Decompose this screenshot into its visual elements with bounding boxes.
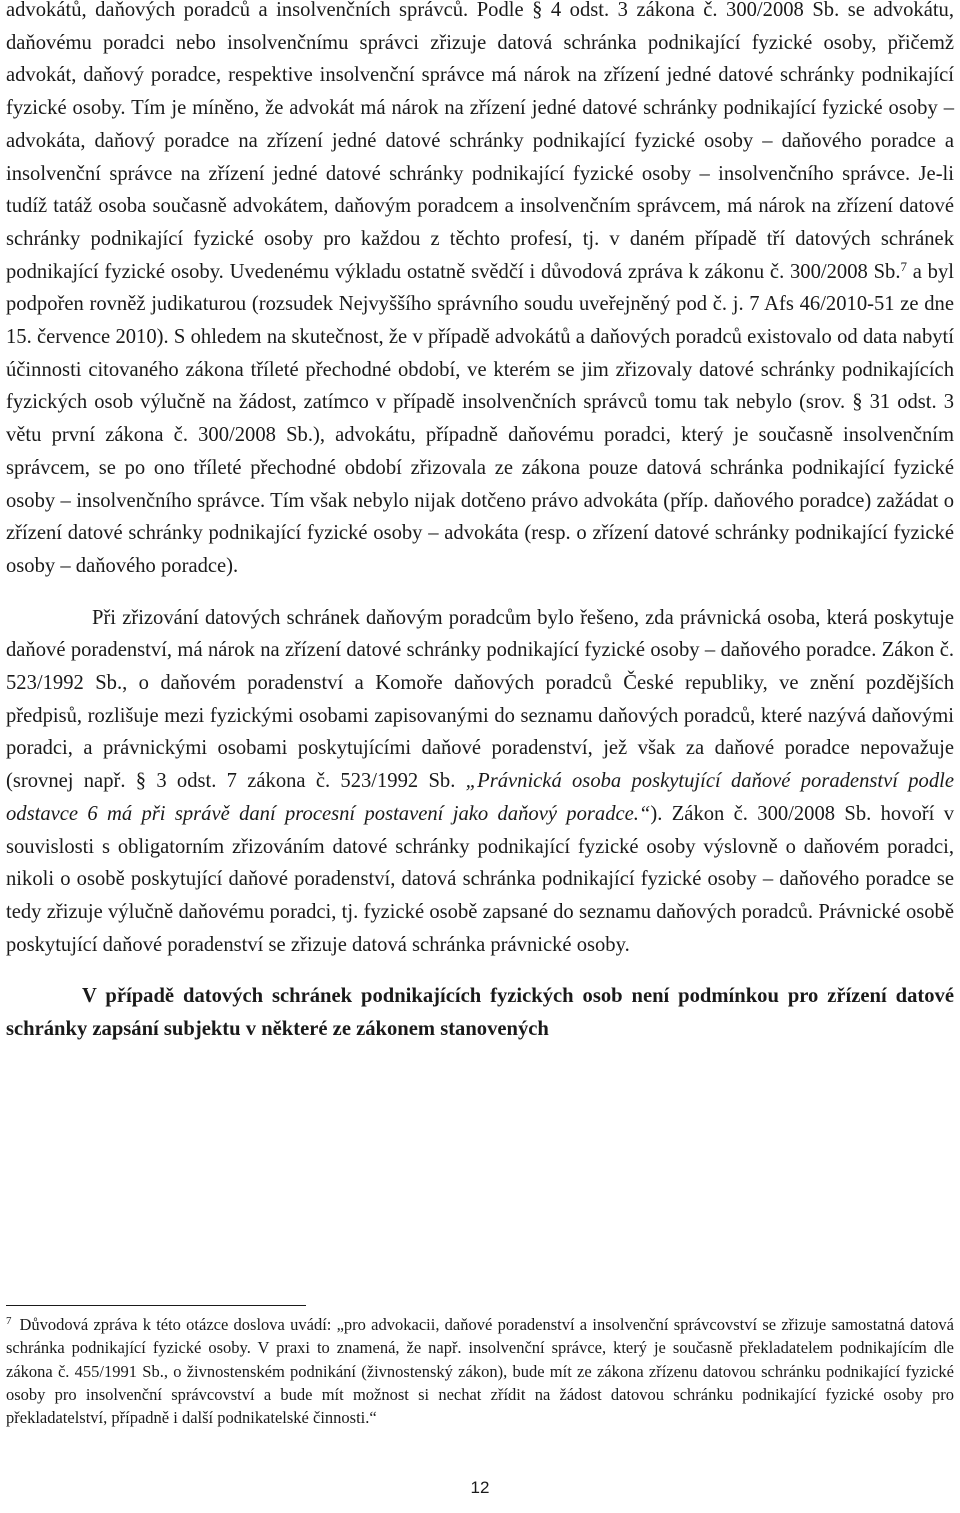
- footnote: [6, 1313, 954, 1429]
- footnote-number: 7: [6, 1315, 12, 1327]
- paragraph-body-3-bold: V případě datových schránek podnikajících fyzických osob není podmínkou pro zřízení datové schránky zapsání subjektu v některé ze zákonem stanovených: [6, 985, 954, 1041]
- paragraph-body-2: [6, 602, 954, 962]
- paragraph-2-text-b: ). Zákon č. 300/2008 Sb. hovoří v souvislosti s obligatorním zřizováním datové schránky podnikající fyzické osoby výslovně o daňovém poradci, nikoli o osobě poskytující daňové poradenství, datová schránka podnikající fyzické osoby – daňového poradce se tedy zřizuje výlučně daňovému poradci, tj. fyzické osobě zapsané do seznamu daňových poradců. Právnické osobě poskytující daňové poradenství se zřizuje datová schránka právnické osoby.: [6, 802, 954, 956]
- paragraph-2-text-a: Při zřizování datových schránek daňovým poradcům bylo řešeno, zda právnická osoba, která poskytuje daňové poradenství, má nárok na zřízení datové schránky podnikající fyzické osoby – daňového poradce. Zákon č. 523/1992 Sb., o daňovém poradenství a Komoře daňových poradců České republiky, ve znění pozdějších předpisů, rozlišuje mezi fyzickými osobami zapisovanými do seznamu daňových poradců, které nazývá daňovými poradci, a právnickými osobami poskytujícími daňové poradenství, jež však za daňové poradce nepovažuje (srovnej např. § 3 odst. 7 zákona č. 523/1992 Sb.: [6, 606, 954, 793]
- paragraph-body-1: [6, 0, 954, 583]
- paragraph-1-text-b: a byl podpořen rovněž judikaturou (rozsudek Nejvyššího správního soudu uveřejněný pod č. j. 7 Afs 46/2010-51 ze dne 15. července 2010). S ohledem na skutečnost, že v případě advokátů a daňových poradců existovalo od data nabytí účinnosti citovaného zákona tříleté přechodné období, ve kterém se jim zřizovaly datové schránky podnikajících fyzických osob výlučně na žádost, zatímco v případě insolvenčních správců tomu tak nebylo (srov. § 31 odst. 3 větu první zákona č. 300/2008 Sb.), advokátu, případně daňovému poradci, který je současně insolvenčním správcem, se po ono tříleté přechodné období zřizovala ze zákona pouze datová schránka podnikající fyzické osoby – insolvenčního správce. Tím však nebylo nijak dotčeno právo advokáta (příp. daňového poradce) zažádat o zřízení datové schránky podnikající fyzické osoby – advokáta (resp. o zřízení datové schránky podnikající fyzické osoby – daňového poradce).: [6, 260, 954, 577]
- paragraph-2-quote: „Právnická osoba poskytující daňové poradenství podle odstavce 6 má při správě daní procesní postavení jako daňový poradce.“: [6, 770, 954, 825]
- footnote-text: Důvodová zpráva k této otázce doslova uvádí: „pro advokacii, daňové poradenství a insolvenční správcovství se zřizuje samostatná datová schránka podnikající fyzické osoby. V praxi to znamená, že např. insolvenční správce, který je současně překladatelem podnikajícím dle zákona č. 455/1991 Sb., o živnostenském podnikání (živnostenský zákon), bude mít ze zákona zřízenu datovou schránku podnikající fyzické osoby pro insolvenční správcovství a bude mít možnost si nechat zřídit na žádost datovou schránku podnikající fyzické osoby pro překladatelství, případně i další podnikatelské činnosti.“: [6, 1315, 954, 1428]
- footnote-reference[interactable]: 7: [900, 258, 907, 274]
- footnote-separator: [6, 1305, 306, 1306]
- paragraph-1-text-a: advokátů, daňových poradců a insolvenčních správců. Podle § 4 odst. 3 zákona č. 300/2008 Sb. se advokátu, daňovému poradci nebo insolvenčnímu správci zřizuje datová schránka podnikající fyzické osoby, přičemž advokát, daňový poradce, respektive insolvenční správce má nárok na zřízení jedné datové schránky podnikající fyzické osoby. Tím je míněno, že advokát má nárok na zřízení jedné datové schránky podnikající fyzické osoby – advokáta, daňový poradce na zřízení jedné datové schránky podnikající fyzické osoby – daňového poradce a insolvenční správce na zřízení jedné datové schránky podnikající fyzické osoby – insolvenčního správce. Je-li tudíž tatáž osoba současně advokátem, daňovým poradcem a insolvenčním správcem, má nárok na zřízení datové schránky podnikající fyzické osoby pro každou z těchto profesí, tj. v daném případě tří datových schránek podnikající fyzické osoby. Uvedenému výkladu ostatně svědčí i důvodová zpráva k zákonu č. 300/2008 Sb.: [6, 0, 954, 283]
- page-number: 12: [470, 1478, 490, 1497]
